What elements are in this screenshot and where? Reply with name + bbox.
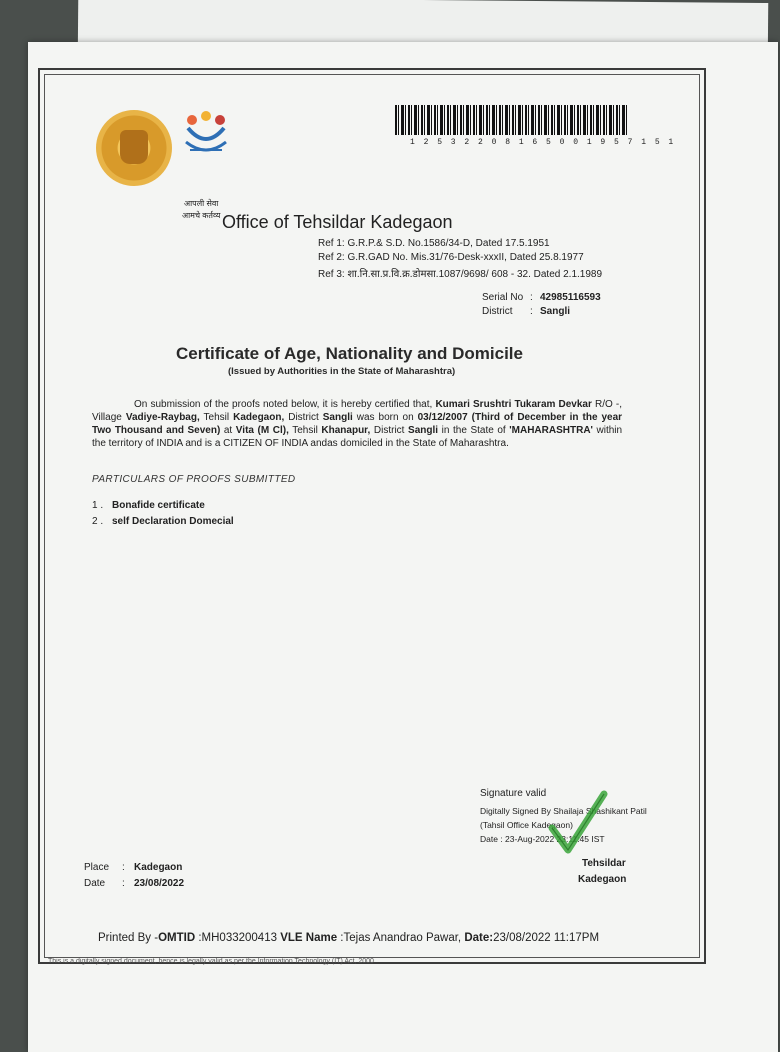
birth-district: Sangli — [408, 425, 439, 436]
legal-validity-note: This is a digitally signed document, hence is legally valid as per the Information Technology (IT) Act, 2000 — [48, 958, 374, 965]
certificate-title: Certificate of Age, Nationality and Domicile — [176, 344, 523, 363]
body-tehsil-label: Tehsil — [203, 412, 230, 423]
birth-place: Vita (M Cl), — [235, 425, 289, 436]
signature-status: Signature valid — [480, 788, 547, 799]
printed-by-prefix: Printed By - — [98, 932, 159, 944]
proof-item-2: self Declaration Domecial — [112, 516, 234, 527]
reference-line-2: Ref 2: G.R.GAD No. Mis.31/76-Desk-xxxII, Dated 25.8.1977 — [318, 252, 584, 263]
omtid-value: :MH033200413 — [198, 932, 277, 944]
vle-value: :Tejas Anandrao Pawar, — [340, 932, 462, 944]
proof-number-2: 2 . — [92, 516, 104, 527]
date-label: Date — [84, 878, 106, 889]
body-district-label-2: District — [373, 425, 405, 436]
place-separator: : — [122, 862, 125, 873]
omtid-label: OMTID — [158, 932, 196, 944]
body-state-label: in the State of — [441, 425, 506, 436]
serial-number: 42985116593 — [540, 292, 601, 303]
green-checkmark-icon — [548, 788, 608, 858]
certificate-subtitle: (Issued by Authorities in the State of Maharashtra) — [228, 366, 456, 377]
certificate-body — [92, 398, 622, 450]
body-district-label: District — [288, 412, 319, 423]
body-at: at — [223, 425, 233, 436]
office-title: Office of Tehsildar Kadegaon — [222, 212, 453, 232]
signatory-title: Tehsildar — [582, 858, 626, 869]
place-label: Place — [84, 862, 110, 873]
district-label: District — [482, 306, 513, 317]
reference-line-3: Ref 3: शा.नि.सा.प्र.वि.क्र.डोमसा.1087/9698/ 608 - 32. Dated 2.1.1989 — [318, 269, 603, 280]
signatory-office: Kadegaon — [578, 874, 627, 885]
printed-date-label: Date: — [464, 932, 494, 944]
district-name: Sangli — [322, 412, 353, 423]
body-residence: R/O -, Village — [92, 399, 623, 423]
signature-signer: Digitally Signed By Shailaja Shashikant Patil — [480, 806, 647, 816]
reference-line-1: Ref 1: G.R.P.& S.D. No.1586/34-D, Dated 17.5.1951 — [318, 238, 550, 249]
district-separator: : — [530, 306, 533, 317]
district-value: Sangli — [540, 306, 571, 317]
signature-office: (Tahsil Office Kadegaon) — [480, 820, 573, 830]
particulars-heading: PARTICULARS OF PROOFS SUBMITTED — [92, 474, 296, 485]
signature-date: Date : 23-Aug-2022 23:11:45 IST — [480, 834, 605, 844]
barcode — [395, 105, 627, 135]
seal-emblem — [120, 130, 148, 164]
serial-label: Serial No — [482, 292, 524, 303]
body-tehsil-label-2: Tehsil — [292, 425, 318, 436]
tehsil-name: Kadegaon, — [233, 412, 285, 423]
maharashtra-seal-icon — [96, 110, 172, 186]
proof-number-1: 1 . — [92, 500, 104, 511]
state-name: 'MAHARASHTRA' — [509, 425, 593, 436]
body-intro: On submission of the proofs noted below, it is hereby certified that, — [134, 399, 433, 410]
vle-label: VLE Name — [280, 932, 338, 944]
barcode-number: 1 2 5 3 2 2 0 8 1 6 5 0 0 1 9 5 7 1 5 1 — [410, 138, 676, 147]
printed-date-value: 23/08/2022 11:17PM — [493, 932, 600, 944]
aaple-sarkar-logo-icon — [180, 110, 232, 186]
printed-by-line — [98, 932, 599, 944]
date-of-birth: 03/12/2007 (Third of December in the year Two Thousand and Seven) — [92, 412, 623, 436]
place-value: Kadegaon — [134, 862, 183, 873]
date-separator: : — [122, 878, 125, 889]
holder-name: Kumari Srushtri Tukaram Devkar — [435, 399, 592, 410]
body-born-on: was born on — [356, 412, 414, 423]
body-citizenship: within the territory of INDIA and is a CITIZEN OF INDIA andas domiciled in the State of Maharashtra. — [92, 425, 623, 449]
village-name: Vadiye-Raybag, — [125, 412, 200, 423]
birth-tehsil: Khanapur, — [321, 425, 371, 436]
date-value: 23/08/2022 — [134, 878, 185, 889]
serial-separator: : — [530, 292, 533, 303]
proof-item-1: Bonafide certificate — [112, 500, 205, 511]
logo-caption-line1: आपली सेवा — [184, 199, 219, 208]
logo-caption-line2: आमचे कर्तव्य — [182, 211, 221, 220]
